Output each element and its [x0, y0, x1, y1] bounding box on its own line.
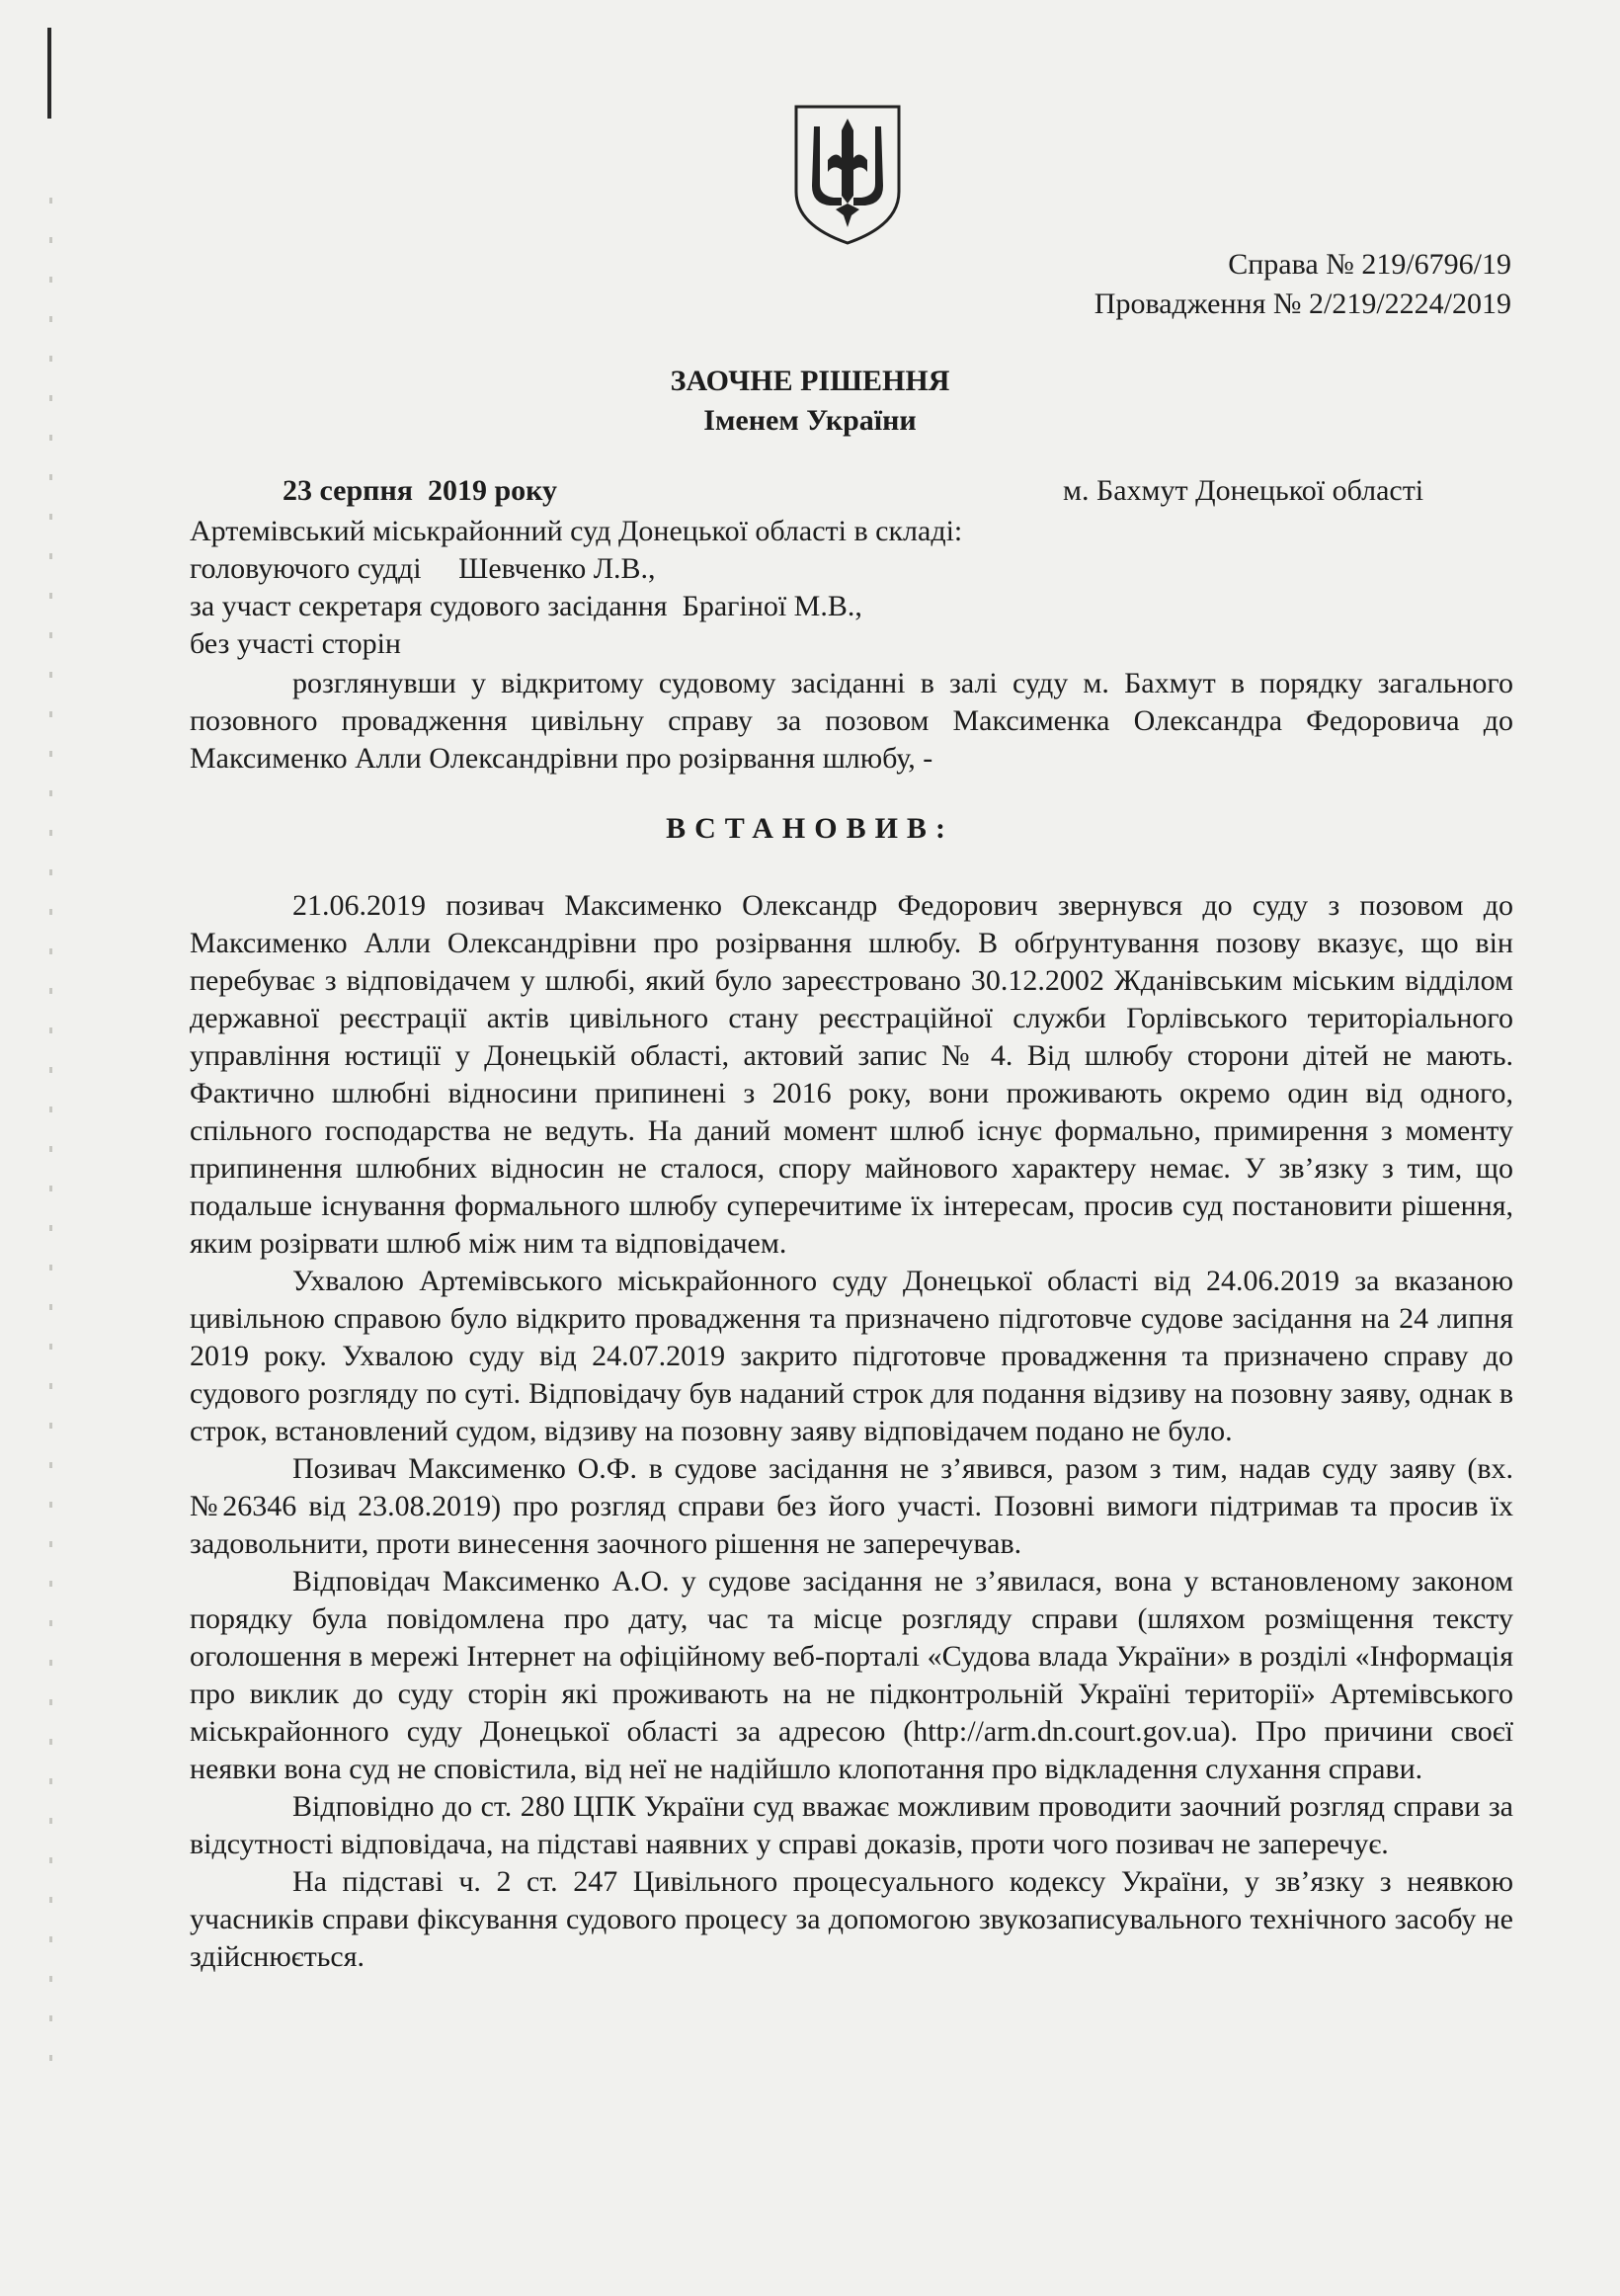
case-number: Справа № 219/6796/19 — [1228, 248, 1511, 281]
paragraph: 21.06.2019 позивач Максименко Олександр Федорович звернувся до суду з позовом до Максименко Алли Олександрівни про розірвання шлюбу. В обґрунтування позову вказує, що він перебуває з відповідачем у шлюбі, який було зареєстровано 30.12.2002 Жданівським міським відділом державної реєстрації актів цивільного стану реєстраційної служби Горлівського територіального управління юстиції у Донецькій області, актовий запис № 4. Від шлюбу сторони дітей не мають. Фактично шлюбні відносини припинені з 2016 року, вони проживають окремо один від одного, спільного господарства не ведуть. На даний момент шлюб існує формально, примирення з моменту припинення шлюбних відносин не сталося, спору майнового характеру немає. У зв’язку з тим, що подальше існування формального шлюбу суперечитиме їх інтересам, просив суд постановити рішення, яким розірвати шлюб між ним та відповідачем. — [190, 889, 1513, 1260]
judge-line: головуючого судді Шевченко Л.В., — [190, 552, 656, 585]
document-subtitle: Іменем України — [703, 404, 917, 437]
document-title: ЗАОЧНЕ РІШЕННЯ — [670, 365, 950, 397]
decision-city: м. Бахмут Донецької області — [1063, 474, 1424, 507]
paragraph: Відповідач Максименко А.О. у судове засідання не з’явилася, вона у встановленому законом порядку була повідомлена про дату, час та місце розгляду справи (шляхом розміщення тексту оголошення в мережі Інтернет на офіційному веб-порталі «Судова влада України» в розділі «Інформація про виклик до суду сторін які проживають на не підконтрольній Україні території» Артемівського міськрайонного суду Донецької області за адресою (http://arm.dn.court.gov.ua). Про причини своєї неявки вона суд не сповістила, від неї не надійшло клопотання про відкладення слухання справи. — [190, 1565, 1513, 1785]
proceeding-number: Провадження № 2/219/2224/2019 — [1094, 287, 1511, 320]
paragraph: Позивач Максименко О.Ф. в судове засідання не з’явився, разом з тим, надав суду заяву (вх. №26346 від 23.08.2019) про розгляд справи без його участі. Позовні вимоги підтримав та просив їх задовольнити, проти винесення заочного рішення не заперечував. — [190, 1452, 1513, 1560]
paragraph: На підставі ч. 2 ст. 247 Цивільного процесуального кодексу України, у зв’язку з неявкою учасників справи фіксування судового процесу за допомогою звукозаписувального технічного засобу не здійснюється. — [190, 1865, 1513, 1973]
paragraph: Ухвалою Артемівського міськрайонного суду Донецької області від 24.06.2019 за вказаною цивільною справою було відкрито провадження та призначено підготовче судове засідання на 24 липня 2019 року. Ухвалою суду від 24.07.2019 закрито підготовче провадження та призначено справу до судового розгляду по суті. Відповідачу був наданий строк для подання відзиву на позовну заяву, однак в строк, встановлений судом, відзиву на позовну заяву відповідачем подано не було. — [190, 1265, 1513, 1447]
binding-holes — [49, 198, 52, 2075]
margin-mark — [47, 28, 51, 119]
intro-paragraph-block — [190, 665, 1513, 778]
case-info — [1094, 245, 1511, 324]
section-heading: ВСТАНОВИВ: — [666, 812, 954, 845]
parties-line: без участі сторін — [190, 627, 401, 660]
intro-paragraph: розглянувши у відкритому судовому засіданні в залі суду м. Бахмут в порядку загального позовного провадження цивільну справу за позовом Максименка Олександра Федоровича до Максименко Алли Олександрівни про розірвання шлюбу, - — [190, 667, 1513, 775]
court-line: Артемівський міськрайонний суд Донецької області в складі: — [190, 515, 963, 547]
secretary-line: за участ секретаря судового засідання Брагіної М.В., — [190, 590, 862, 622]
coat-of-arms-icon — [788, 101, 907, 247]
document-title-block — [0, 362, 1620, 441]
decision-date: 23 серпня 2019 року — [283, 474, 558, 507]
paragraph: Відповідно до ст. 280 ЦПК України суд вважає можливим проводити заочний розгляд справи за відсутності відповідача, на підставі наявних у справі доказів, проти чого позивач не заперечує. — [190, 1790, 1513, 1860]
findings-body — [190, 887, 1513, 1976]
